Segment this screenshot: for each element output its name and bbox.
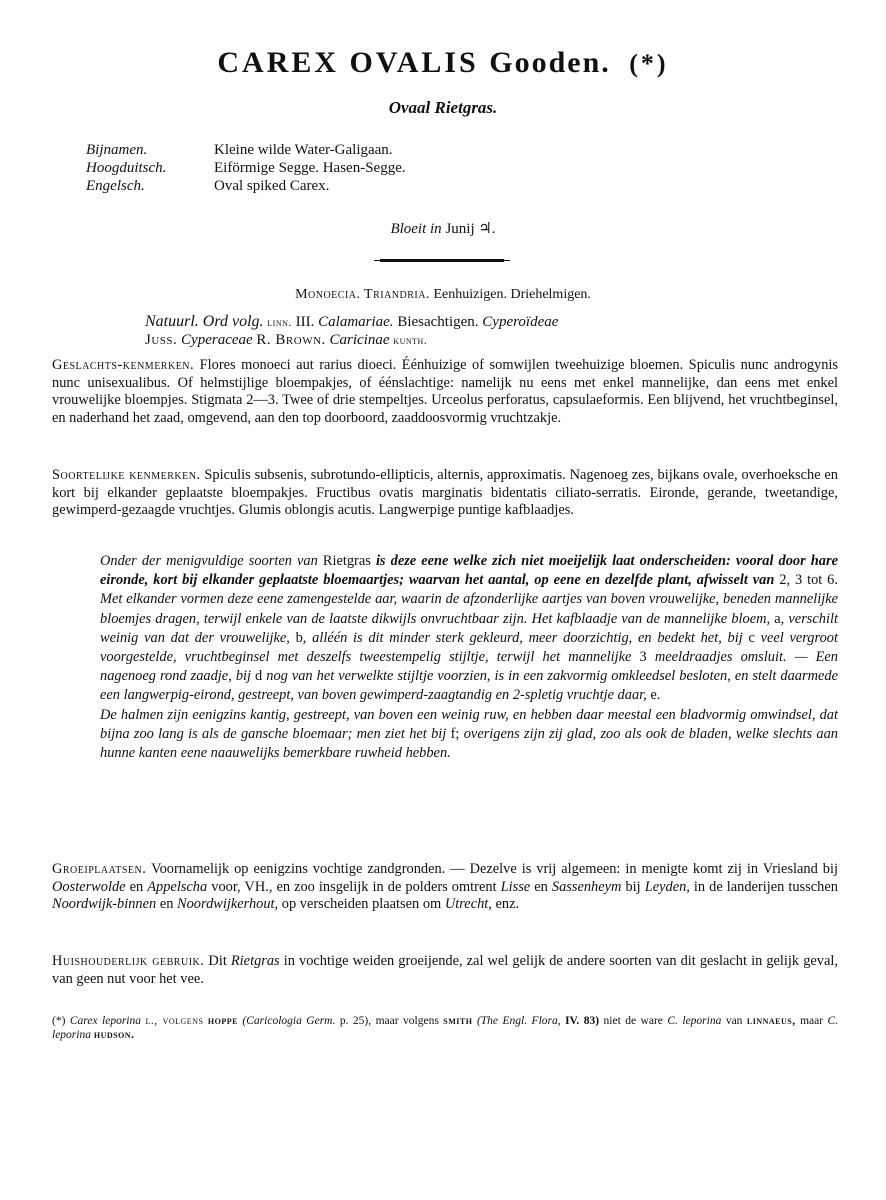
obs-text: 3 <box>639 649 647 666</box>
footnote-part: niet de ware <box>603 1015 663 1027</box>
section-text: en <box>159 896 174 913</box>
authority-linn: linn. <box>267 315 292 329</box>
synonym-value: Eiförmige Segge. Hasen-Segge. <box>214 160 406 176</box>
class-dutch: Eenhuizigen. <box>433 287 507 302</box>
footnote-part: (The Engl. Flora, <box>476 1015 561 1027</box>
obs-text: alléén is dit minder sterk gekleurd, meer doorzichtig, en bedekt het, bij <box>312 629 743 646</box>
place-name: Oosterwolde <box>52 878 126 895</box>
bloom-label: Bloeit in <box>390 221 442 237</box>
footnote-part: Carex leporina <box>69 1015 142 1027</box>
figure-ref: c <box>748 629 755 646</box>
footnote-part: C. leporina <box>52 1015 839 1041</box>
authority-juss: Juss. <box>145 332 178 348</box>
obs-text: Rietgras <box>322 553 371 569</box>
obs-text: 2, 3 tot 6. <box>779 572 838 589</box>
footnote-part: p. 25), maar volgens <box>339 1015 439 1027</box>
page-title <box>0 46 886 80</box>
section-heading: Soortelijke kenmerken. <box>52 467 201 483</box>
order-calamariae: Calamariae. <box>318 314 394 330</box>
footnote-marker: (*) <box>52 1015 66 1027</box>
figure-ref: e. <box>650 687 661 704</box>
section-text: bij <box>625 878 641 895</box>
place-name: Leyden, <box>644 878 690 895</box>
obs-text: Met elkander vormen deze eene zamengestelde aar, waarin de afzonderlijke aartjes van boven vrouwelijke, beneden mannelijke bloemjes dragen, terwijl enkele van de laatste dikwijls onvruchtbaar zijn. Het kafblaadje van de mannelijke bloem, <box>100 591 838 627</box>
place-name: Lisse <box>500 878 531 895</box>
figure-ref: a, <box>774 610 785 627</box>
figure-ref: f; <box>450 725 460 742</box>
authority-brown: R. Brown. <box>256 332 326 348</box>
authority-kunth: kunth. <box>393 333 428 347</box>
footnote-part: van <box>725 1015 743 1027</box>
species-characters <box>52 467 838 520</box>
section-text: en <box>129 878 144 895</box>
place-name: Sassenheym <box>551 878 622 895</box>
footnote-part: C. leporina <box>667 1015 722 1027</box>
place-name: Utrecht, <box>444 896 492 913</box>
synonym-label: Engelsch. <box>86 178 145 194</box>
natural-order-line-1 <box>145 313 558 331</box>
synonym-label: Hoogduitsch. <box>86 160 167 176</box>
obs-text: Onder der menigvuldige soorten van <box>100 553 318 569</box>
synonyms-list <box>86 141 406 195</box>
section-text: in de landerijen tusschen <box>693 878 838 895</box>
observation-paragraph <box>100 706 838 764</box>
obs-text: overigens zijn zij glad, zoo als ook de bladen, welke slechts aan hunne kanten eene naauwelijks bemerkbare ruwheid hebben. <box>100 725 839 762</box>
synonym-label: Bijnamen. <box>86 142 148 158</box>
section-text: Spiculis subsenis, subrotundo-ellipticis, alternis, approximatis. Nagenoeg zes, bijkans ovale, overhoeksche en kort bij elkander geplaatste bloempakjes. Fructibus ovatis marginatis bidentatis ciliato-serratis. Eironde, gerande, tweetandige, gewimperd-gezaagde vruchtjes. Glumis oblongis acutis. Langwerpige puntige kafblaadjes. <box>52 467 838 519</box>
footnote-part: l., volgens <box>145 1015 204 1027</box>
natural-order-label: Natuurl. Ord volg. <box>145 313 264 330</box>
section-text: op verscheiden plaatsen om <box>281 896 442 913</box>
footnote-part: (Caricologia Germ. <box>242 1015 336 1027</box>
order-dutch: Driehelmigen. <box>510 287 591 302</box>
obs-text: nog van het verwelkte stijltje voorzien, is in een zakvormig omkleedsel besloten, en stelt daarmede een langwerpig-eirond, gestreept, van boven gewimperd-zaagtandig en 2-spletig vruchtje daar, <box>100 668 838 704</box>
natural-order-lines <box>145 313 558 349</box>
order-dutch-name: Biesachtigen. <box>397 314 479 330</box>
obs-text: De halmen zijn eenigzins kantig, gestreept, van boven een weinig ruw, en hebben daar meestal een bladvormig omwindsel, dat bijna zoo lang is als de gansche bloemaar; men ziet het bij <box>100 706 838 742</box>
family-cyperaceae: Cyperaceae <box>181 332 253 348</box>
section-text: Flores monoeci aut rarius dioeci. Éénhuizige of somwijlen tweehuizige bloemen. Spiculis nunc androgynis nunc unisexualibus. Of helmstijlige bloempakjes, of éénslachtige: namelijk nu eens met enkel mannelijke, dan eens met enkel vrouwelijke bloempjes. Stigmata 2—3. Twee of drie stempeltjes. Urceolus perforatus, capsulaeformis. Een blijvend, het vruchtbeginsel, en naderhand het zaad, omgevend, aan den top doorboord, zaaddoosvormig vruchtzakje. <box>52 357 838 426</box>
species-name: CAREX OVALIS <box>217 46 479 79</box>
synonym-value: Kleine wilde Water-Galigaan. <box>214 142 393 158</box>
household-use-section <box>52 953 838 988</box>
bloom-line <box>0 219 886 238</box>
obs-text: meeldraadjes omsluit. — Een nagenoeg rond zaadje, <box>100 649 839 685</box>
footnote-part: maar <box>800 1015 824 1027</box>
footnote-part: hudson. <box>93 1029 135 1041</box>
order-cyperoideae: Cyperoïdeae <box>482 314 559 330</box>
obs-text: is deze eene welke zich niet moeijelijk laat onderscheiden: vooral door hare eironde, kort bij elkander geplaatste bloemaartjes; waarvan het aantal, op eene en dezelfde plant, afwisselt van <box>100 553 838 589</box>
section-heading: Huishouderlijk gebruik. <box>52 953 205 969</box>
section-text: Voornamelijk op eenigzins vochtige zandgronden. — Dezelve is vrij algemeen: in menigte komt zij in Vriesland bij <box>151 861 838 877</box>
section-heading: Groeiplaatsen. <box>52 861 147 877</box>
observation-paragraph <box>100 552 838 706</box>
bloom-value: Junij ♃. <box>445 221 496 237</box>
section-text: en <box>534 878 548 895</box>
habitat-section <box>52 861 838 914</box>
synonym-row <box>86 159 406 177</box>
author-name: Gooden. <box>489 46 611 79</box>
order-number: III. <box>295 314 315 330</box>
figure-ref: b, <box>295 629 307 646</box>
section-text: Dit <box>208 953 227 969</box>
synonym-row <box>86 141 406 159</box>
footnote-text <box>52 1014 838 1042</box>
place-name: Noordwijkerhout, <box>177 896 279 913</box>
section-text: voor, VH., en zoo insgelijk in de polders omtrent <box>211 878 497 895</box>
obs-text: veel vergroot voorgestelde, vruchtbeginsel met deszelfs tweestempelig stijltje, terwijl het mannelijke <box>100 629 838 666</box>
vernacular-name: Ovaal Rietgras. <box>388 98 498 117</box>
footnote-part: hoppe <box>207 1015 238 1027</box>
figure-ref: d <box>255 668 263 685</box>
divider-rule <box>380 259 504 262</box>
section-text: enz. <box>495 896 520 913</box>
genus-characters <box>52 357 838 427</box>
order-triandria: Triandria. <box>364 287 430 302</box>
tribe-caricinae: Caricinae <box>329 332 390 348</box>
natural-order-line-2 <box>145 331 558 349</box>
observations <box>100 552 838 763</box>
place-name: Appelscha <box>147 878 208 895</box>
linnaean-class-line <box>0 287 886 303</box>
synonym-value: Oval spiked Carex. <box>214 178 330 194</box>
place-name: Noordwijk-binnen <box>52 896 157 913</box>
footnote-marker: (*) <box>629 49 669 78</box>
section-heading: Geslachts-kenmerken. <box>52 357 195 373</box>
plant-name: Rietgras <box>230 953 280 969</box>
obs-text: verschilt weinig van dat der vrouwelijke, <box>100 610 838 646</box>
footnote-part: IV. 83) <box>565 1015 600 1027</box>
footnote-part: smith <box>443 1015 473 1027</box>
class-monoecia: Monoecia. <box>295 287 361 302</box>
obs-text: bij <box>235 668 252 685</box>
footnote-part: linnaeus, <box>746 1015 796 1027</box>
section-text: in vochtige weiden groeijende, zal wel gelijk de andere soorten van dit geslacht in gelijk geval, van geen nut voor het vee. <box>52 953 838 987</box>
synonym-row <box>86 177 406 195</box>
